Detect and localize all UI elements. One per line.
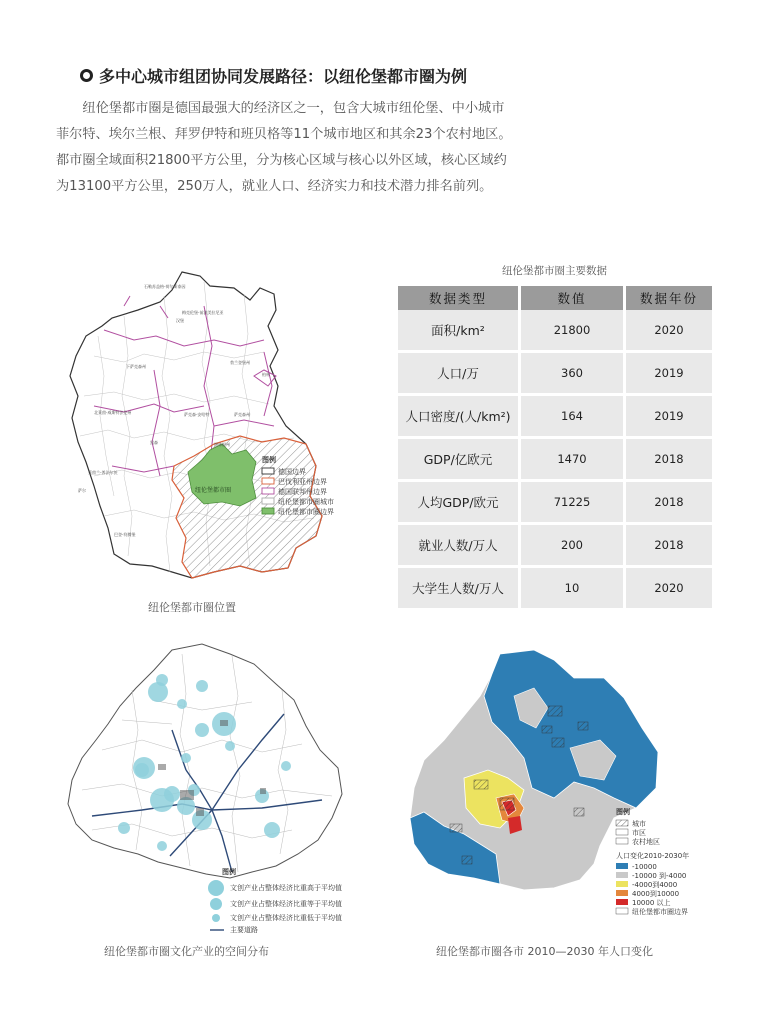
section-heading: [80, 64, 467, 87]
svg-text:文创产业占整体经济比重高于平均值: 文创产业占整体经济比重高于平均值: [230, 884, 342, 892]
table-title: 纽伦堡都市圈主要数据: [502, 265, 607, 277]
cell-year: 2019: [625, 352, 713, 395]
svg-text:图例: 图例: [262, 456, 276, 464]
cell-year: 2018: [625, 524, 713, 567]
cell-year: 2020: [625, 567, 713, 610]
svg-text:纽伦堡都市圈城市: 纽伦堡都市圈城市: [278, 498, 334, 506]
cell-year: 2018: [625, 438, 713, 481]
germany-location-map: [64, 266, 364, 586]
table-row: [398, 524, 712, 567]
map1-caption: 纽伦堡都市圈位置: [148, 601, 236, 614]
svg-text:德国边界: 德国边界: [278, 468, 306, 476]
svg-text:图例: 图例: [222, 868, 236, 876]
cell-value: 200: [520, 524, 625, 567]
cell-type: 人口/万: [398, 352, 520, 395]
metro-center-label: 纽伦堡都市圈: [195, 487, 232, 494]
table-row: [398, 438, 712, 481]
svg-text:巴登-符腾堡: 巴登-符腾堡: [114, 532, 136, 537]
table-header-row: [398, 286, 712, 310]
svg-text:文创产业占整体经济比重低于平均值: 文创产业占整体经济比重低于平均值: [230, 914, 342, 922]
cell-value: 10: [520, 567, 625, 610]
svg-text:萨尔: 萨尔: [78, 488, 86, 493]
svg-text:北莱茵-威斯特法伦州: 北莱茵-威斯特法伦州: [94, 410, 132, 415]
svg-text:莱茵兰-普法尔茨: 莱茵兰-普法尔茨: [88, 470, 118, 475]
svg-text:下萨克森州: 下萨克森州: [126, 364, 146, 369]
map3-legend: [616, 807, 689, 916]
cell-type: GDP/亿欧元: [398, 438, 520, 481]
cell-value: 360: [520, 352, 625, 395]
cell-value: 71225: [520, 481, 625, 524]
cell-type: 就业人数/万人: [398, 524, 520, 567]
population-change-map: [404, 648, 700, 940]
cell-value: 21800: [520, 310, 625, 352]
svg-text:柏林: 柏林: [262, 372, 270, 377]
svg-text:10000 以上: 10000 以上: [632, 899, 671, 907]
cell-type: 人均GDP/欧元: [398, 481, 520, 524]
svg-text:城市: 城市: [632, 820, 646, 828]
svg-text:巴伐利亚州边界: 巴伐利亚州边界: [278, 478, 327, 486]
heading-text: 多中心城市组团协同发展路径：以纽伦堡都市圈为例: [99, 67, 468, 86]
svg-text:-10000: -10000: [632, 863, 657, 871]
svg-text:市区: 市区: [632, 829, 646, 837]
metro-outline-2: [68, 644, 342, 878]
table-row: [398, 310, 712, 352]
svg-text:农村地区: 农村地区: [632, 838, 660, 846]
svg-text:德国联邦州边界: 德国联邦州边界: [278, 488, 327, 496]
svg-text:勃兰登堡州: 勃兰登堡州: [230, 360, 250, 365]
svg-text:主要道路: 主要道路: [230, 926, 258, 934]
table-row: [398, 352, 712, 395]
map2-caption: 纽伦堡都市圈文化产业的空间分布: [104, 945, 269, 958]
cell-type: 面积/km²: [398, 310, 520, 352]
table-row: [398, 395, 712, 438]
svg-text:图例: 图例: [616, 808, 630, 816]
ring-bullet-icon: [80, 69, 93, 82]
table-row: [398, 481, 712, 524]
svg-text:纽伦堡都市圈边界: 纽伦堡都市圈边界: [278, 508, 334, 516]
cell-type: 人口密度/(人/km²): [398, 395, 520, 438]
cell-value: 164: [520, 395, 625, 438]
cell-year: 2019: [625, 395, 713, 438]
col-header-type: 数据类型: [398, 286, 520, 310]
svg-text:石勒苏益格-荷尔斯泰因: 石勒苏益格-荷尔斯泰因: [144, 284, 186, 289]
svg-text:萨克森-安哈特: 萨克森-安哈特: [184, 412, 210, 417]
svg-text:人口变化2010-2030年: 人口变化2010-2030年: [616, 852, 690, 860]
table-row: [398, 567, 712, 610]
svg-text:-10000 到-4000: -10000 到-4000: [632, 872, 687, 880]
svg-text:图林根州: 图林根州: [214, 442, 230, 447]
svg-text:黑森: 黑森: [150, 440, 158, 445]
svg-text:纽伦堡都市圈边界: 纽伦堡都市圈边界: [632, 908, 688, 916]
svg-text:4000到10000: 4000到10000: [632, 890, 680, 898]
svg-text:文创产业占整体经济比重等于平均值: 文创产业占整体经济比重等于平均值: [230, 900, 342, 908]
cell-value: 1470: [520, 438, 625, 481]
cell-type: 大学生人数/万人: [398, 567, 520, 610]
cell-year: 2020: [625, 310, 713, 352]
col-header-value: 数值: [520, 286, 625, 310]
cultural-industry-map: [62, 640, 362, 945]
svg-text:汉堡: 汉堡: [176, 318, 184, 323]
map3-caption: 纽伦堡都市圈各市 2010—2030 年人口变化: [436, 945, 653, 958]
cell-year: 2018: [625, 481, 713, 524]
svg-text:萨克森州: 萨克森州: [234, 412, 250, 417]
svg-text:-4000到4000: -4000到4000: [632, 881, 678, 889]
svg-text:梅克伦堡-前波美拉尼亚: 梅克伦堡-前波美拉尼亚: [182, 310, 224, 315]
col-header-year: 数据年份: [625, 286, 713, 310]
intro-paragraph: 纽伦堡都市圈是德国最强大的经济区之一，包含大城市纽伦堡、中小城市菲尔特、埃尔兰根、拜罗伊特和班贝格等11个城市地区和其余23个农村地区。都市圈全域面积21800平方公里，分为核心区域与核心以外区域，核心区域约为13100平方公里，250万人，就业人口、经济实力和技术潜力排名前列。: [56, 101, 512, 194]
metro-data-table: [398, 286, 712, 611]
